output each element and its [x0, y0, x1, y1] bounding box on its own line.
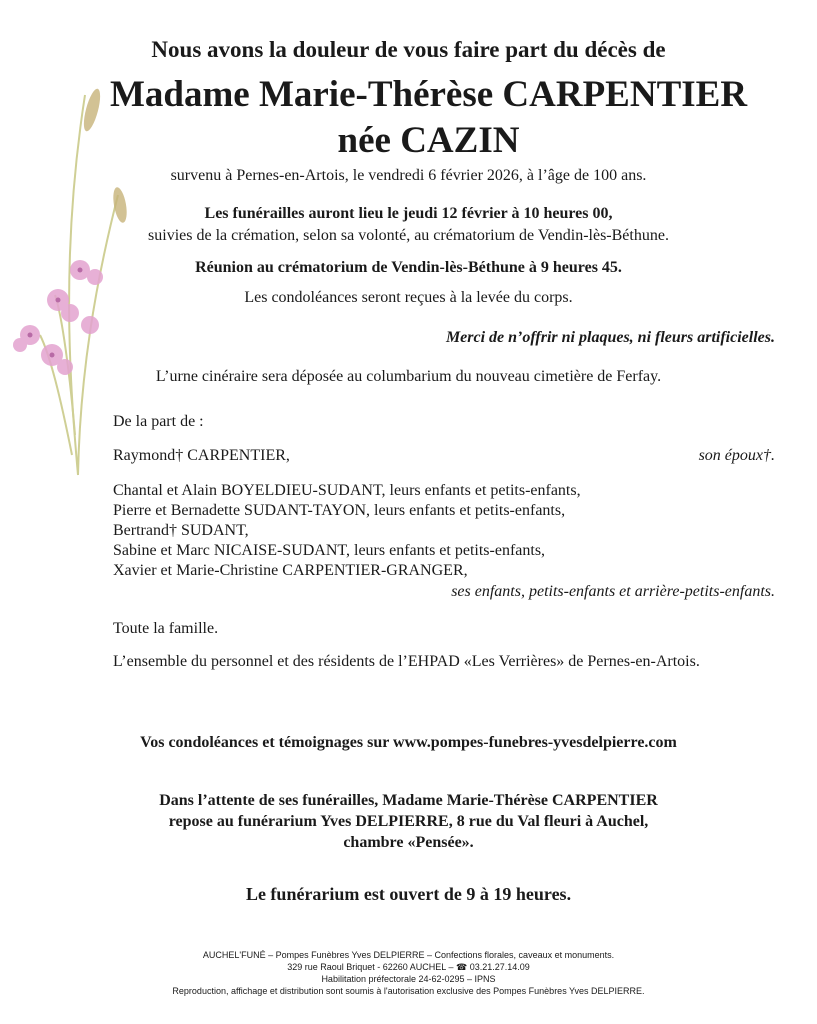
- family-member: Bertrand† SUDANT,: [113, 522, 249, 539]
- family-member: Sabine et Marc NICAISE-SUDANT, leurs enfants et petits-enfants,: [113, 542, 546, 559]
- urn-text: L’urne cinéraire sera déposée au columbarium du nouveau cimetière de Ferfay.: [155, 368, 662, 385]
- funeral-line-2: suivies de la crémation, selon sa volonté, au crématorium de Vendin-lès-Béthune.: [148, 227, 669, 244]
- intro-text: Nous avons la douleur de vous faire part du décès de: [151, 37, 666, 62]
- death-details: survenu à Pernes-en-Artois, le vendredi 6 février 2026, à l’âge de 100 ans.: [170, 167, 647, 184]
- repose-line-1: Dans l’attente de ses funérailles, Madame Marie-Thérèse CARPENTIER: [159, 792, 658, 809]
- maiden-name: née CAZIN: [337, 120, 520, 161]
- whole-family: Toute la famille.: [113, 620, 219, 637]
- condolences-text: Les condoléances seront reçues à la levée du corps.: [244, 289, 573, 306]
- children-role: ses enfants, petits-enfants et arrière-petits-enfants.: [451, 583, 775, 600]
- ehpad-text: L’ensemble du personnel et des résidents de l’EHPAD «Les Verrières» de Pernes-en-Artois.: [113, 653, 700, 670]
- spouse-role: son époux†.: [698, 447, 775, 464]
- footer-line-1: AUCHEL'FUNÉ – Pompes Funèbres Yves DELPIERRE – Confections florales, caveaux et monuments.: [202, 950, 615, 960]
- funeral-line-1: Les funérailles auront lieu le jeudi 12 février à 10 heures 00,: [204, 205, 613, 222]
- spouse-name: Raymond† CARPENTIER,: [113, 447, 290, 464]
- website-text: Vos condoléances et témoignages sur www.pompes-funebres-yvesdelpierre.com: [140, 734, 677, 751]
- footer-line-2: 329 rue Raoul Briquet - 62260 AUCHEL – ☎ 03.21.27.14.09: [287, 962, 530, 972]
- footer-line-4: Reproduction, affichage et distribution sont soumis à l'autorisation exclusive des Pompes Funèbres Yves DELPIERRE.: [172, 986, 645, 996]
- repose-line-2: repose au funérarium Yves DELPIERRE, 8 rue du Val fleuri à Auchel,: [168, 813, 649, 830]
- on-behalf-label: De la part de :: [113, 413, 204, 430]
- reunion-text: Réunion au crématorium de Vendin-lès-Béthune à 9 heures 45.: [195, 259, 622, 276]
- family-member: Chantal et Alain BOYELDIEU-SUDANT, leurs enfants et petits-enfants,: [113, 482, 581, 499]
- repose-line-3: chambre «Pensée».: [343, 834, 474, 851]
- family-member: Xavier et Marie-Christine CARPENTIER-GRANGER,: [113, 562, 468, 579]
- opening-hours: Le funérarium est ouvert de 9 à 19 heures.: [245, 884, 572, 904]
- footer-line-3: Habilitation préfectorale 24-62-0295 – IPNS: [321, 974, 496, 984]
- family-member: Pierre et Bernadette SUDANT-TAYON, leurs enfants et petits-enfants,: [113, 502, 566, 519]
- no-flowers-text: Merci de n’offrir ni plaques, ni fleurs artificielles.: [445, 329, 775, 346]
- deceased-name: Madame Marie-Thérèse CARPENTIER: [109, 74, 748, 115]
